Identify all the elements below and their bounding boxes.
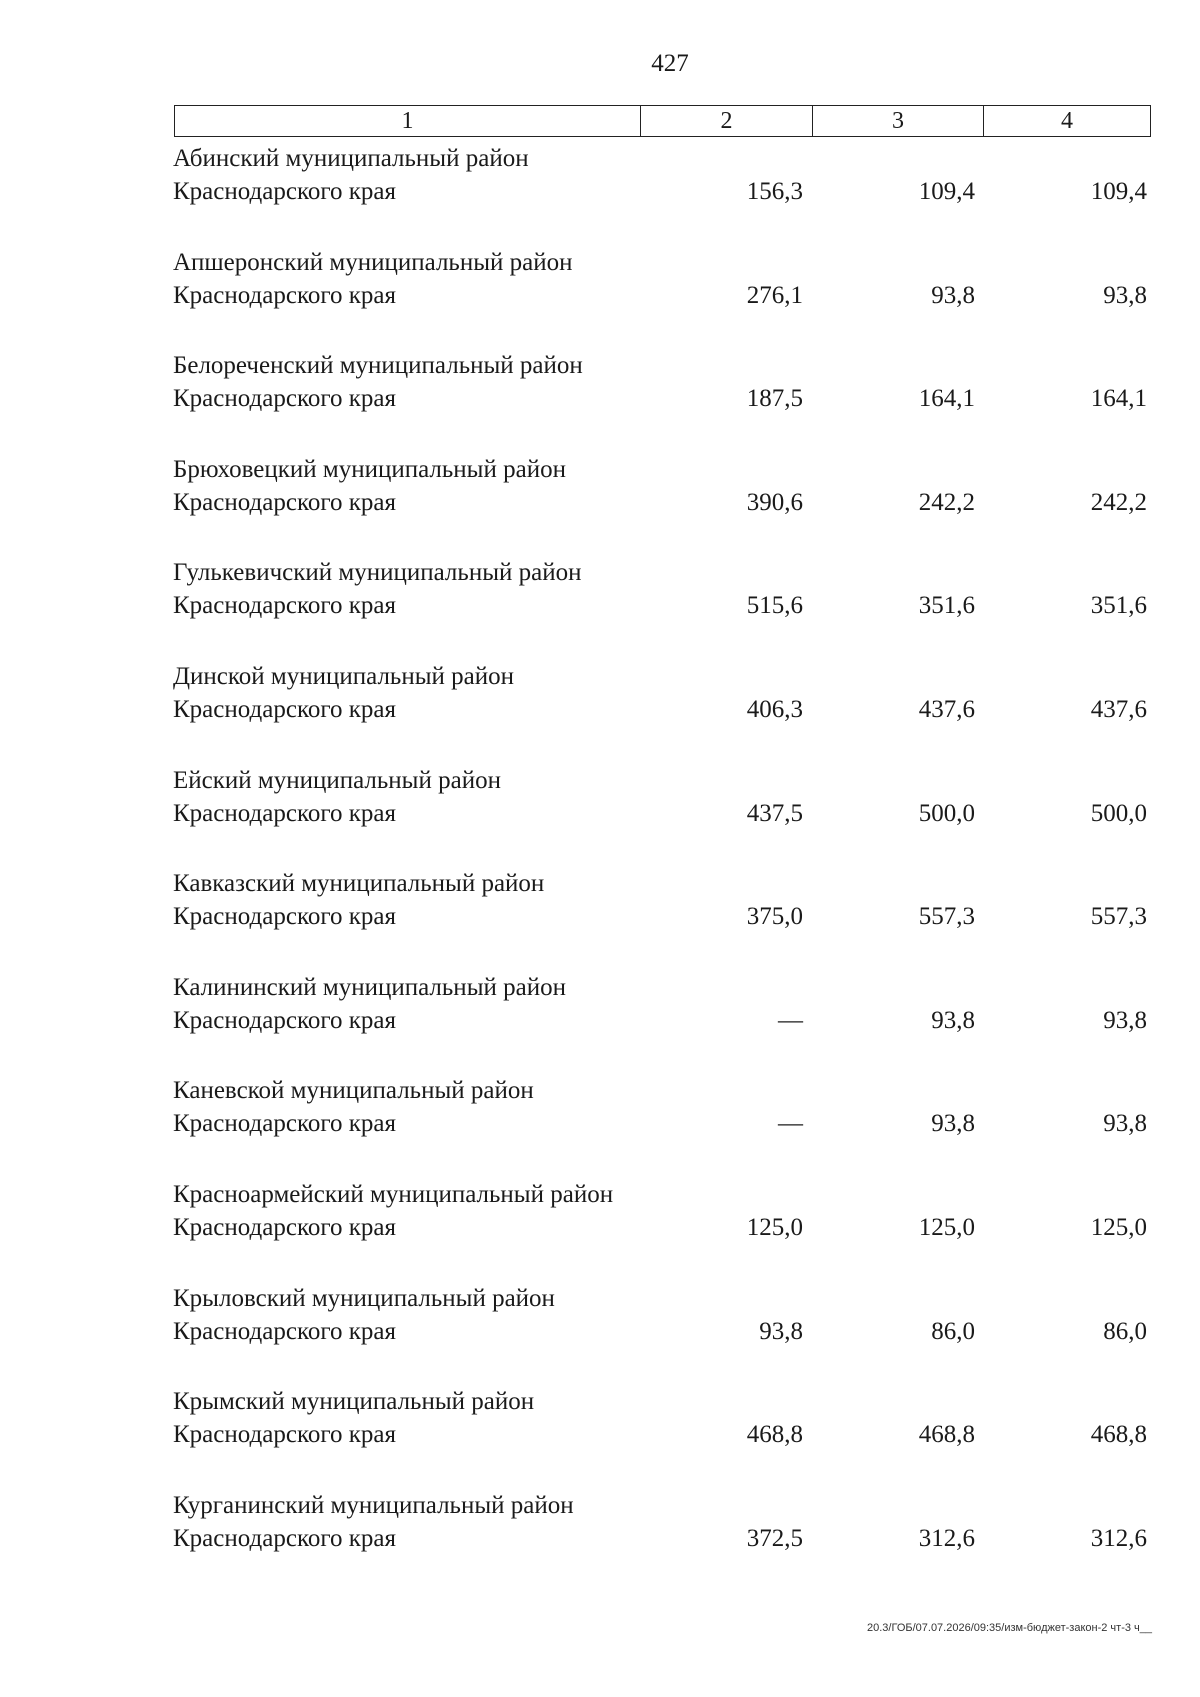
header-col-3: 3 (812, 106, 983, 136)
district-name: Курганинский муниципальный район Краснодарского края (173, 1491, 574, 1552)
value-col-3: 93,8 (931, 1110, 975, 1138)
value-col-4: 86,0 (1103, 1317, 1147, 1345)
value-col-4: 468,8 (1090, 1421, 1147, 1449)
district-name: Крымский муниципальный район Краснодарского края (173, 1388, 535, 1449)
table-row (0, 1178, 1200, 1282)
value-col-2: 375,0 (746, 903, 803, 931)
value-col-2: 276,1 (746, 281, 803, 309)
table-row (0, 1282, 1200, 1386)
value-col-4: 164,1 (1090, 385, 1147, 413)
table-row (0, 867, 1200, 971)
value-col-2: — (778, 1110, 803, 1138)
value-col-3: 93,8 (931, 281, 975, 309)
value-col-4: 351,6 (1090, 592, 1147, 620)
district-name: Красноармейский муниципальный район Краснодарского края (173, 1180, 614, 1241)
value-col-2: 406,3 (746, 695, 803, 723)
value-col-4: 242,2 (1090, 488, 1147, 516)
value-col-2: 437,5 (746, 799, 803, 827)
district-name: Абинский муниципальный район Краснодарского края (173, 145, 529, 205)
value-col-2: 187,5 (746, 385, 803, 413)
value-col-4: 500,0 (1090, 799, 1147, 827)
value-col-3: 164,1 (918, 385, 975, 413)
district-name: Кавказский муниципальный район Краснодарского края (173, 870, 545, 931)
header-col-2: 2 (640, 106, 812, 136)
value-col-4: 93,8 (1103, 1110, 1147, 1138)
table-row (0, 764, 1200, 868)
value-col-2: 372,5 (746, 1524, 803, 1552)
table-row (0, 246, 1200, 350)
district-name: Крыловский муниципальный район Краснодарского края (173, 1284, 555, 1345)
header-col-1: 1 (401, 108, 414, 134)
value-col-3: 109,4 (918, 178, 975, 205)
table-row (0, 142, 1200, 246)
header-col-4: 4 (983, 106, 1150, 136)
page-number: 427 (651, 50, 689, 77)
value-col-2: 515,6 (746, 592, 803, 620)
table-row (0, 1385, 1200, 1489)
value-col-2: — (778, 1006, 803, 1034)
table-row (0, 453, 1200, 557)
value-col-2: 125,0 (746, 1213, 803, 1241)
table-row (0, 971, 1200, 1075)
value-col-3: 86,0 (931, 1317, 975, 1345)
district-name: Белореченский муниципальный район Краснодарского края (173, 352, 583, 413)
table-body (0, 142, 1200, 1592)
value-col-4: 557,3 (1090, 903, 1147, 931)
district-name: Апшеронский муниципальный район Краснодарского края (173, 248, 573, 309)
district-name: Динской муниципальный район Краснодарского края (173, 662, 514, 723)
value-col-2: 156,3 (746, 178, 803, 205)
value-col-4: 312,6 (1090, 1524, 1147, 1552)
value-col-2: 93,8 (759, 1317, 803, 1345)
value-col-2: 390,6 (746, 488, 803, 516)
district-name: Калининский муниципальный район Краснодарского края (173, 973, 566, 1034)
table-row (0, 349, 1200, 453)
table-row (0, 660, 1200, 764)
table-row (0, 1489, 1200, 1593)
value-col-3: 468,8 (918, 1421, 975, 1449)
value-col-4: 93,8 (1103, 281, 1147, 309)
value-col-3: 500,0 (918, 799, 975, 827)
district-name: Ейский муниципальный район Краснодарского края (173, 766, 501, 827)
value-col-3: 242,2 (918, 488, 975, 516)
value-col-4: 109,4 (1090, 178, 1147, 205)
value-col-4: 93,8 (1103, 1006, 1147, 1034)
district-name: Брюховецкий муниципальный район Краснодарского края (173, 455, 566, 516)
table-row (0, 556, 1200, 660)
table-header (174, 105, 1151, 137)
value-col-3: 312,6 (918, 1524, 975, 1552)
value-col-4: 437,6 (1090, 695, 1147, 723)
document-footer-code: 20.3/ГОБ/07.07.2026/09:35/изм-бюджет-закон-2 чт-3 ч__ (867, 1622, 1152, 1634)
district-name: Каневской муниципальный район Краснодарского края (173, 1077, 534, 1138)
value-col-3: 557,3 (918, 903, 975, 931)
value-col-3: 437,6 (918, 695, 975, 723)
district-name: Гулькевичский муниципальный район Краснодарского края (173, 559, 582, 620)
value-col-3: 351,6 (918, 592, 975, 620)
value-col-2: 468,8 (746, 1421, 803, 1449)
value-col-3: 125,0 (918, 1213, 975, 1241)
table-row (0, 1074, 1200, 1178)
value-col-4: 125,0 (1090, 1213, 1147, 1241)
value-col-3: 93,8 (931, 1006, 975, 1034)
